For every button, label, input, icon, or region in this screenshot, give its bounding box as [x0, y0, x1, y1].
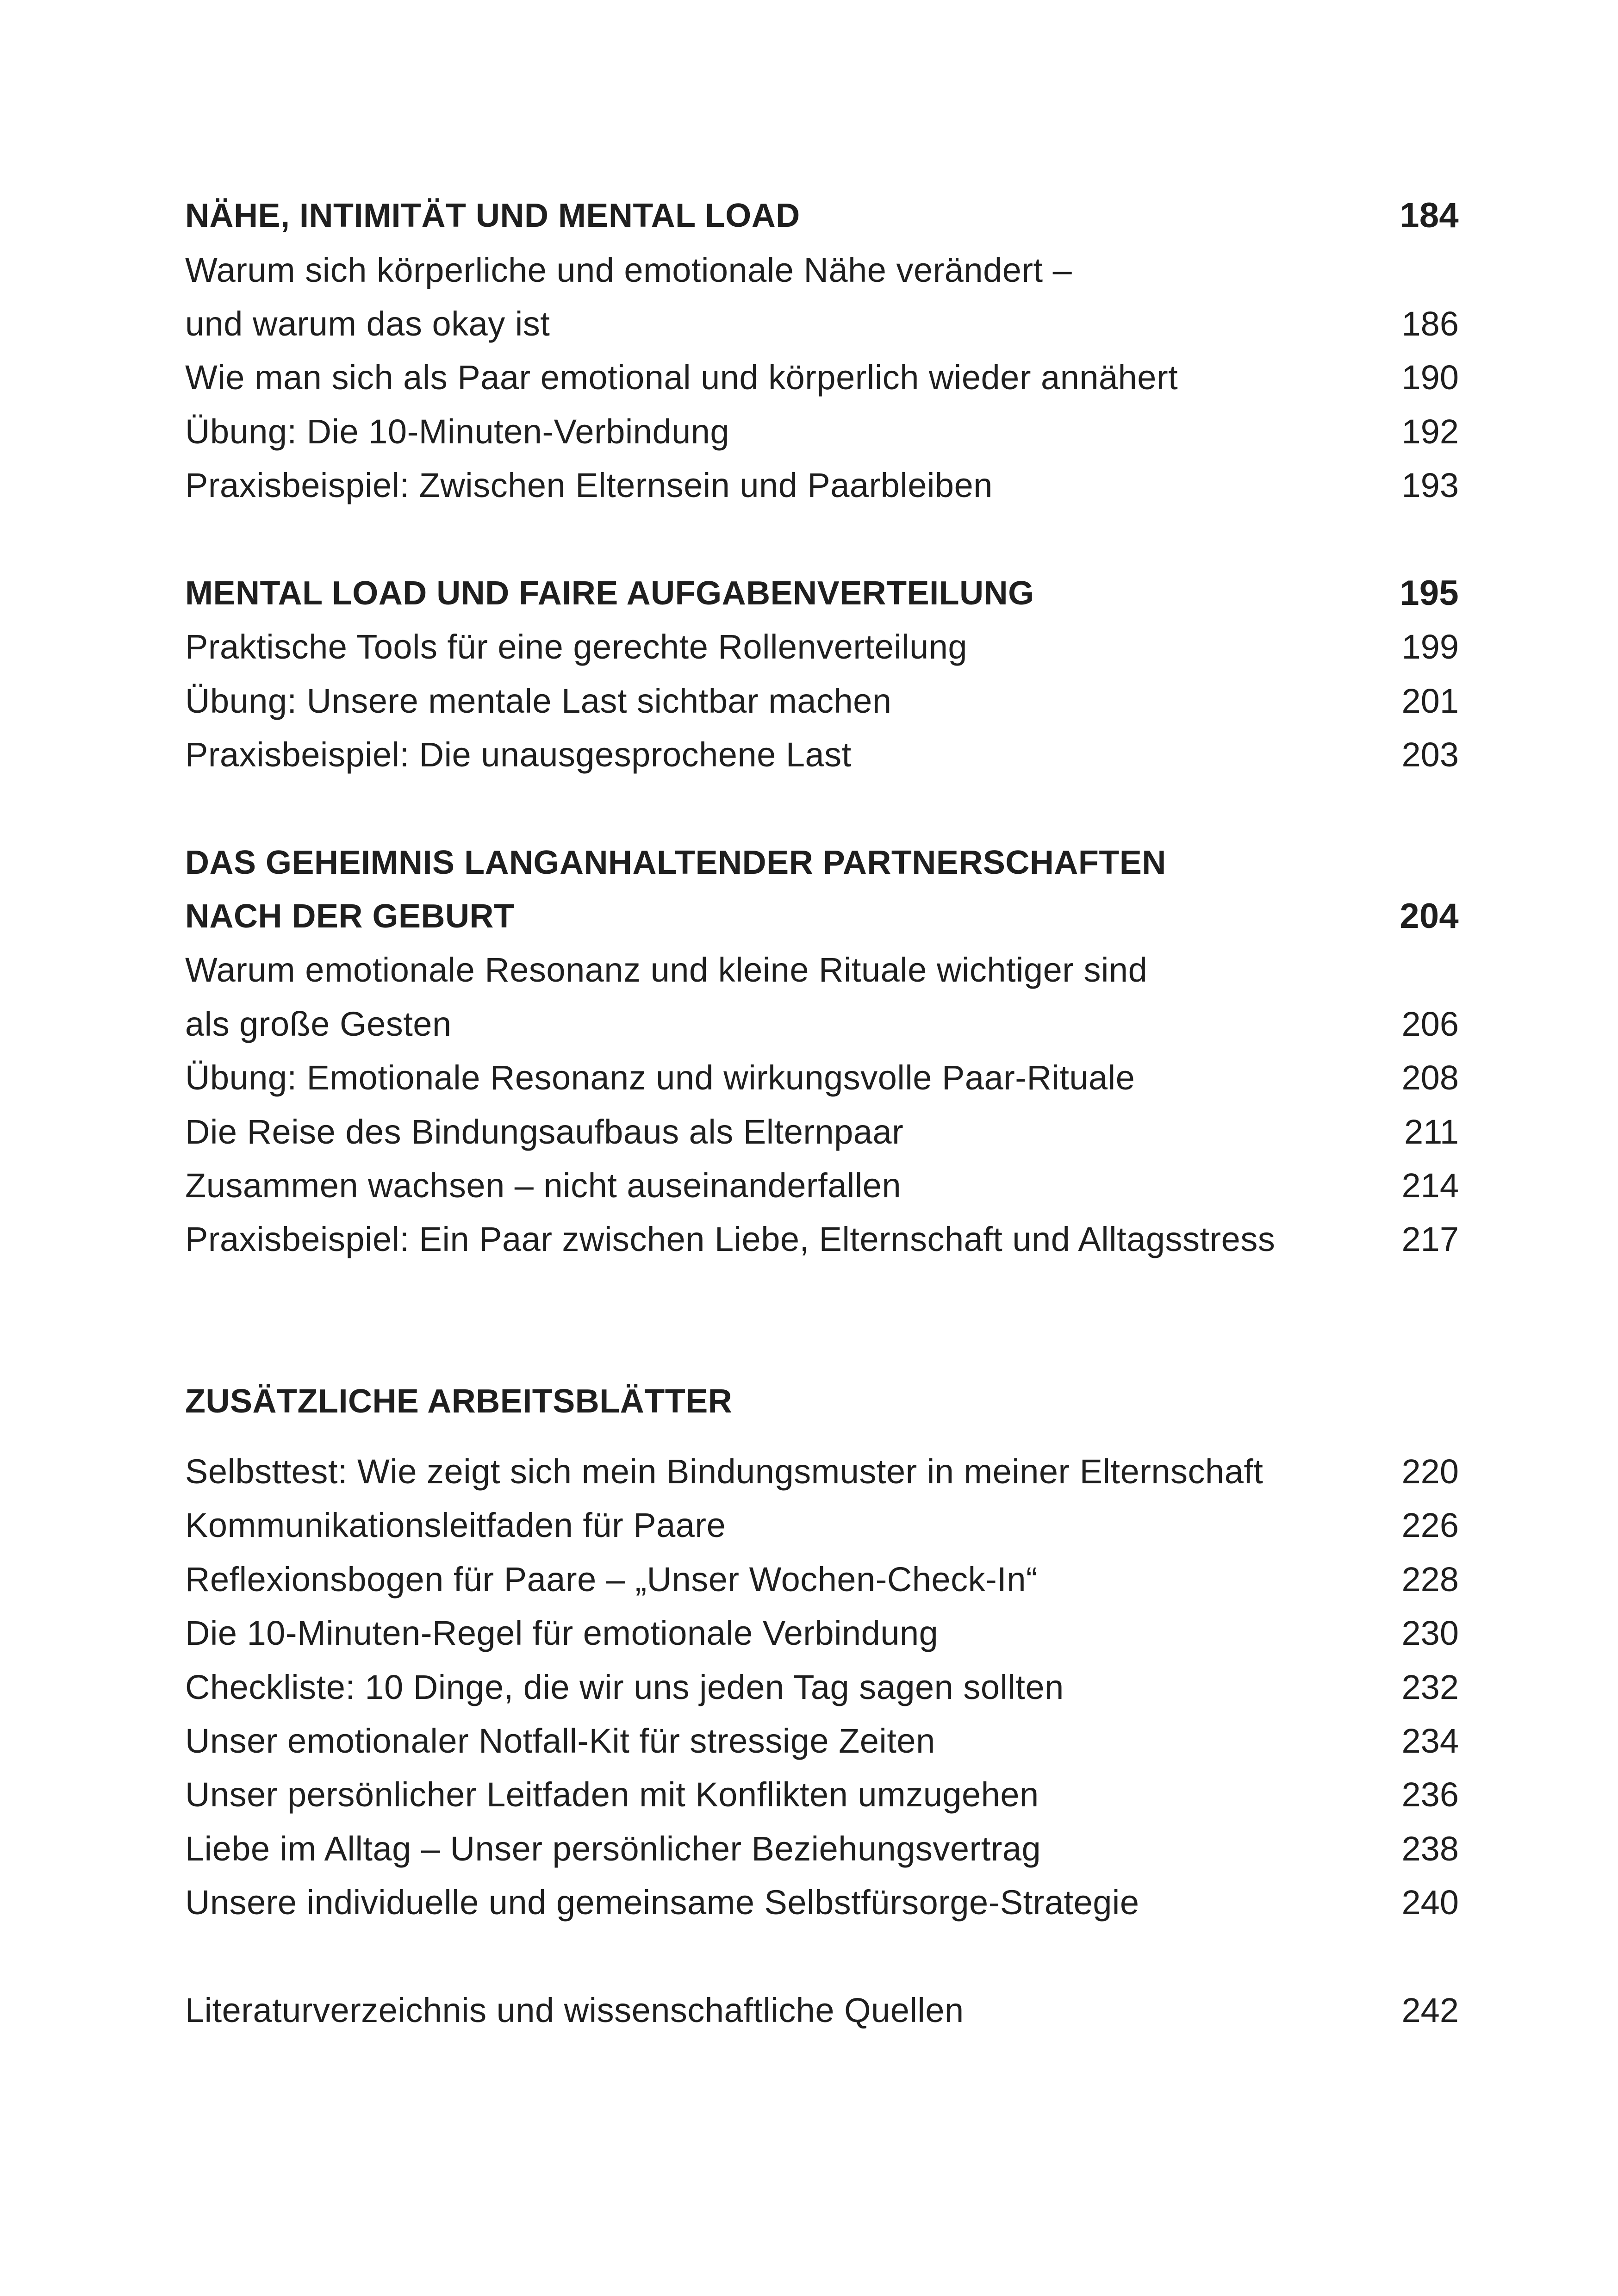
toc-page-number: 190: [1401, 358, 1459, 397]
toc-entry-text: Literaturverzeichnis und wissenschaftliche Quellen: [185, 1991, 964, 2029]
toc-heading-text: ZUSÄTZLICHE ARBEITSBLÄTTER: [185, 1383, 733, 1420]
toc-page-number: 192: [1401, 412, 1459, 451]
toc-page-number: 230: [1401, 1614, 1459, 1652]
toc-entry-text: Übung: Die 10-Minuten-Verbindung: [185, 412, 730, 451]
toc-entry-text: Die 10-Minuten-Regel für emotionale Verbindung: [185, 1614, 939, 1652]
toc-entry-text: Praxisbeispiel: Die unausgesprochene Last: [185, 735, 852, 774]
toc-page-number: 211: [1404, 1113, 1459, 1151]
toc-page-number: 220: [1401, 1452, 1459, 1491]
toc-entry[interactable]: [185, 1714, 1459, 1768]
toc-entry[interactable]: [185, 1105, 1459, 1159]
toc-entry[interactable]: [185, 1606, 1459, 1660]
toc-page-number: 234: [1401, 1722, 1459, 1760]
toc-section-heading[interactable]: [185, 189, 1459, 243]
toc-page-number: 208: [1401, 1058, 1459, 1097]
toc-entry[interactable]: [185, 1553, 1459, 1606]
toc-page-number: 206: [1401, 1005, 1459, 1043]
toc-entry-text: Unser emotionaler Notfall-Kit für stressige Zeiten: [185, 1722, 935, 1760]
toc-page-number: 201: [1401, 682, 1459, 720]
toc-entry-text: Warum sich körperliche und emotionale Nähe verändert –: [185, 251, 1072, 289]
toc-entry[interactable]: [185, 297, 1459, 351]
toc-heading-text: NACH DER GEBURT: [185, 898, 515, 935]
toc-entry-text: Checkliste: 10 Dinge, die wir uns jeden Tag sagen sollten: [185, 1668, 1064, 1706]
toc-page-number: 203: [1401, 735, 1459, 774]
toc-entry[interactable]: [185, 405, 1459, 459]
toc-entry-text: und warum das okay ist: [185, 305, 550, 343]
toc-heading-text: MENTAL LOAD UND FAIRE AUFGABENVERTEILUNG: [185, 575, 1034, 612]
toc-section-heading[interactable]: [185, 1375, 1459, 1428]
toc-entry-text: Liebe im Alltag – Unser persönlicher Beziehungsvertrag: [185, 1829, 1041, 1868]
toc-entry[interactable]: [185, 1051, 1459, 1105]
toc-section-heading[interactable]: [185, 890, 1459, 943]
toc-entry[interactable]: [185, 459, 1459, 512]
toc-entry[interactable]: [185, 674, 1459, 728]
toc-page-number: 214: [1401, 1166, 1459, 1205]
toc-entry-text: Übung: Emotionale Resonanz und wirkungsvolle Paar-Rituale: [185, 1058, 1135, 1097]
toc-entry[interactable]: [185, 620, 1459, 674]
toc-entry-text: Unser persönlicher Leitfaden mit Konflikten umzugehen: [185, 1775, 1039, 1814]
toc-entry[interactable]: [185, 1213, 1459, 1266]
toc-entry-text: Wie man sich als Paar emotional und körperlich wieder annähert: [185, 358, 1178, 397]
toc-page-number: 199: [1401, 628, 1459, 666]
toc-entry[interactable]: [185, 1822, 1459, 1876]
toc-entry[interactable]: [185, 1445, 1459, 1499]
toc-entry[interactable]: [185, 243, 1459, 297]
toc-entry[interactable]: [185, 1984, 1459, 2037]
toc-entry[interactable]: [185, 1876, 1459, 1929]
toc-entry[interactable]: [185, 997, 1459, 1051]
toc-entry[interactable]: [185, 351, 1459, 404]
toc-entry-text: als große Gesten: [185, 1005, 452, 1043]
toc-entry-text: Praxisbeispiel: Zwischen Elternsein und Paarbleiben: [185, 466, 993, 504]
toc-entry[interactable]: [185, 1768, 1459, 1822]
toc-entry[interactable]: [185, 1159, 1459, 1213]
toc-entry[interactable]: [185, 1499, 1459, 1552]
toc-page-number: 228: [1401, 1560, 1459, 1599]
toc-section-heading[interactable]: [185, 566, 1459, 620]
toc-page-number: 236: [1401, 1775, 1459, 1814]
toc-page-number: 238: [1401, 1829, 1459, 1868]
toc-page-number: 242: [1401, 1991, 1459, 2029]
toc-page-number: 195: [1400, 573, 1459, 613]
toc-entry-text: Praxisbeispiel: Ein Paar zwischen Liebe, Elternschaft und Alltagsstress: [185, 1220, 1276, 1258]
toc-heading-text: DAS GEHEIMNIS LANGANHALTENDER PARTNERSCHAFTEN: [185, 844, 1166, 881]
toc-entry-text: Praktische Tools für eine gerechte Rollenverteilung: [185, 628, 968, 666]
toc-page-number: 240: [1401, 1883, 1459, 1922]
toc-entry-text: Selbsttest: Wie zeigt sich mein Bindungsmuster in meiner Elternschaft: [185, 1452, 1263, 1491]
toc-entry-text: Zusammen wachsen – nicht auseinanderfallen: [185, 1166, 902, 1205]
toc-page-number: 184: [1400, 196, 1459, 235]
toc-entry-text: Übung: Unsere mentale Last sichtbar machen: [185, 682, 892, 720]
toc-page-number: 226: [1401, 1506, 1459, 1544]
toc-entry[interactable]: [185, 728, 1459, 782]
toc-entry-text: Kommunikationsleitfaden für Paare: [185, 1506, 726, 1544]
toc-entry-text: Warum emotionale Resonanz und kleine Rituale wichtiger sind: [185, 951, 1148, 989]
toc-entry-text: Unsere individuelle und gemeinsame Selbstfürsorge-Strategie: [185, 1883, 1139, 1922]
toc-page-number: 193: [1401, 466, 1459, 504]
toc-entry-text: Die Reise des Bindungsaufbaus als Elternpaar: [185, 1113, 904, 1151]
toc-entry-text: Reflexionsbogen für Paare – „Unser Wochen-Check-In“: [185, 1560, 1038, 1599]
toc-section-heading[interactable]: [185, 836, 1459, 890]
toc-entry[interactable]: [185, 943, 1459, 997]
toc-page-number: 204: [1400, 896, 1459, 936]
toc-entry[interactable]: [185, 1661, 1459, 1714]
toc-page-number: 232: [1401, 1668, 1459, 1706]
toc-page-number: 217: [1401, 1220, 1459, 1258]
toc-page-number: 186: [1401, 305, 1459, 343]
toc-heading-text: NÄHE, INTIMITÄT UND MENTAL LOAD: [185, 197, 800, 234]
